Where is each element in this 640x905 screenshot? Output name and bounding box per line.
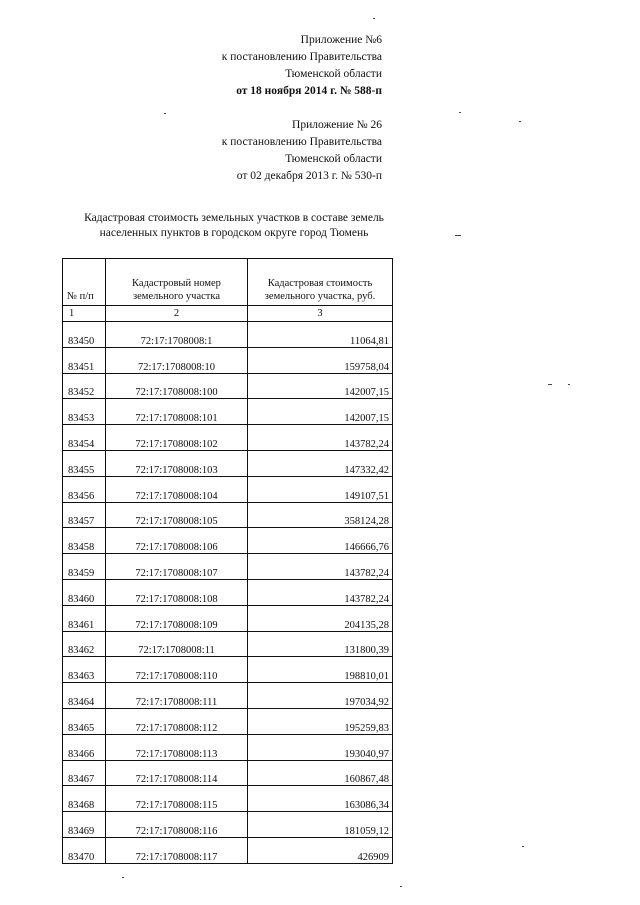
table-row: [63, 605, 393, 631]
table-body: [63, 322, 393, 864]
table-row: [63, 734, 393, 760]
header-cadastral-value-line-2: земельного участка, руб.: [264, 291, 376, 302]
scan-speck: [459, 112, 461, 113]
column-number: 1: [63, 306, 106, 322]
cadastral-number-cell: 72:17:1708008:109: [106, 605, 248, 631]
cadastral-value-cell: 142007,15: [248, 373, 393, 399]
header-cadastral-number-line-1: Кадастровый номер: [132, 278, 221, 289]
cadastral-value-cell: 131800,39: [248, 631, 393, 657]
row-number-cell: 83454: [63, 425, 106, 451]
cadastral-number-cell: 72:17:1708008:103: [106, 450, 248, 476]
cadastral-number-cell: 72:17:1708008:102: [106, 425, 248, 451]
cadastral-value-cell: 426909: [248, 837, 393, 863]
header-row-number: № п/п: [63, 259, 106, 306]
cadastral-number-cell: 72:17:1708008:101: [106, 399, 248, 425]
cadastral-number-cell: 72:17:1708008:10: [106, 347, 248, 373]
table-row: [63, 708, 393, 734]
appendix-reference: к постановлению Правительства: [221, 136, 382, 148]
cadastral-value-cell: 147332,42: [248, 450, 393, 476]
cadastral-value-cell: 197034,92: [248, 683, 393, 709]
cadastral-value-cell: 11064,81: [248, 322, 393, 348]
cadastral-value-cell: 198810,01: [248, 657, 393, 683]
cadastral-value-cell: 193040,97: [248, 734, 393, 760]
table-row: [63, 425, 393, 451]
cadastral-number-cell: 72:17:1708008:106: [106, 528, 248, 554]
cadastral-number-cell: 72:17:1708008:113: [106, 734, 248, 760]
header-cadastral-number-line-2: земельного участка: [133, 291, 220, 302]
cadastral-number-cell: 72:17:1708008:110: [106, 657, 248, 683]
cadastral-value-cell: 143782,24: [248, 554, 393, 580]
cadastral-number-cell: 72:17:1708008:100: [106, 373, 248, 399]
cadastral-number-cell: 72:17:1708008:114: [106, 760, 248, 786]
cadastral-value-cell: 149107,51: [248, 476, 393, 502]
cadastral-value-cell: 143782,24: [248, 425, 393, 451]
cadastral-value-cell: 181059,12: [248, 812, 393, 838]
cadastral-value-cell: 163086,34: [248, 786, 393, 812]
table-row: [63, 347, 393, 373]
row-number-cell: 83452: [63, 373, 106, 399]
column-number: 3: [248, 306, 393, 322]
cadastral-number-cell: 72:17:1708008:105: [106, 502, 248, 528]
scan-speck: [519, 121, 521, 122]
table-row: [63, 399, 393, 425]
table-row: [63, 657, 393, 683]
row-number-cell: 83451: [63, 347, 106, 373]
table-row: [63, 322, 393, 348]
column-number-row: [63, 306, 393, 322]
cadastral-number-cell: 72:17:1708008:111: [106, 683, 248, 709]
cadastral-number-cell: 72:17:1708008:117: [106, 837, 248, 863]
row-number-cell: 83461: [63, 605, 106, 631]
document-title: [64, 211, 404, 241]
cadastral-number-cell: 72:17:1708008:104: [106, 476, 248, 502]
table-row: [63, 837, 393, 863]
cadastral-value-cell: 358124,28: [248, 502, 393, 528]
row-number-cell: 83455: [63, 450, 106, 476]
cadastral-number-cell: 72:17:1708008:108: [106, 579, 248, 605]
row-number-cell: 83469: [63, 812, 106, 838]
table-row: [63, 786, 393, 812]
cadastral-value-cell: 146666,76: [248, 528, 393, 554]
table-row: [63, 502, 393, 528]
header-cadastral-value: [248, 259, 393, 306]
table-row: [63, 373, 393, 399]
cadastral-value-cell: 159758,04: [248, 347, 393, 373]
column-number: 2: [106, 306, 248, 322]
table-row: [63, 579, 393, 605]
cadastral-value-table: [62, 258, 393, 864]
row-number-cell: 83456: [63, 476, 106, 502]
cadastral-number-cell: 72:17:1708008:115: [106, 786, 248, 812]
row-number-cell: 83468: [63, 786, 106, 812]
scan-speck: [122, 877, 124, 878]
cadastral-value-cell: 195259,83: [248, 708, 393, 734]
appendix-reference: к постановлению Правительства: [221, 51, 382, 63]
cadastral-value-cell: 143782,24: [248, 579, 393, 605]
cadastral-number-cell: 72:17:1708008:116: [106, 812, 248, 838]
table-row: [63, 450, 393, 476]
row-number-cell: 83450: [63, 322, 106, 348]
cadastral-value-cell: 142007,15: [248, 399, 393, 425]
table-row: [63, 631, 393, 657]
scan-speck: [400, 886, 402, 887]
row-number-cell: 83466: [63, 734, 106, 760]
scan-speck: [522, 846, 524, 847]
appendix-6-header: [222, 32, 382, 100]
appendix-number: Приложение №6: [300, 34, 382, 46]
scan-speck: [455, 235, 461, 236]
appendix-region: Тюменской области: [285, 153, 382, 165]
row-number-cell: 83458: [63, 528, 106, 554]
cadastral-number-cell: 72:17:1708008:11: [106, 631, 248, 657]
row-number-cell: 83462: [63, 631, 106, 657]
table-row: [63, 554, 393, 580]
row-number-cell: 83453: [63, 399, 106, 425]
row-number-cell: 83457: [63, 502, 106, 528]
table-row: [63, 528, 393, 554]
cadastral-number-cell: 72:17:1708008:107: [106, 554, 248, 580]
appendix-date-number: от 18 ноября 2014 г. № 588-п: [236, 85, 382, 97]
appendix-date-number: от 02 декабря 2013 г. № 530-п: [236, 170, 382, 182]
row-number-cell: 83464: [63, 683, 106, 709]
table-row: [63, 476, 393, 502]
cadastral-value-cell: 160867,48: [248, 760, 393, 786]
header-cadastral-number: [106, 259, 248, 306]
scan-speck: [548, 384, 552, 385]
cadastral-number-cell: 72:17:1708008:1: [106, 322, 248, 348]
title-line-2: населенных пунктов в городском округе город Тюмень: [99, 227, 369, 239]
table-row: [63, 812, 393, 838]
cadastral-value-cell: 204135,28: [248, 605, 393, 631]
appendix-number: Приложение № 26: [292, 119, 382, 131]
scan-speck: [568, 384, 570, 385]
scan-speck: [164, 113, 166, 114]
appendix-region: Тюменской области: [285, 68, 382, 80]
scan-speck: [373, 18, 375, 19]
appendix-26-header: [222, 117, 382, 185]
row-number-cell: 83467: [63, 760, 106, 786]
table-row: [63, 683, 393, 709]
row-number-cell: 83463: [63, 657, 106, 683]
table-row: [63, 760, 393, 786]
cadastral-number-cell: 72:17:1708008:112: [106, 708, 248, 734]
row-number-cell: 83460: [63, 579, 106, 605]
title-line-1: Кадастровая стоимость земельных участков в составе земель: [84, 212, 384, 224]
row-number-cell: 83465: [63, 708, 106, 734]
header-cadastral-value-line-1: Кадастровая стоимость: [267, 278, 373, 289]
table-header-row: [63, 259, 393, 306]
row-number-cell: 83470: [63, 837, 106, 863]
row-number-cell: 83459: [63, 554, 106, 580]
